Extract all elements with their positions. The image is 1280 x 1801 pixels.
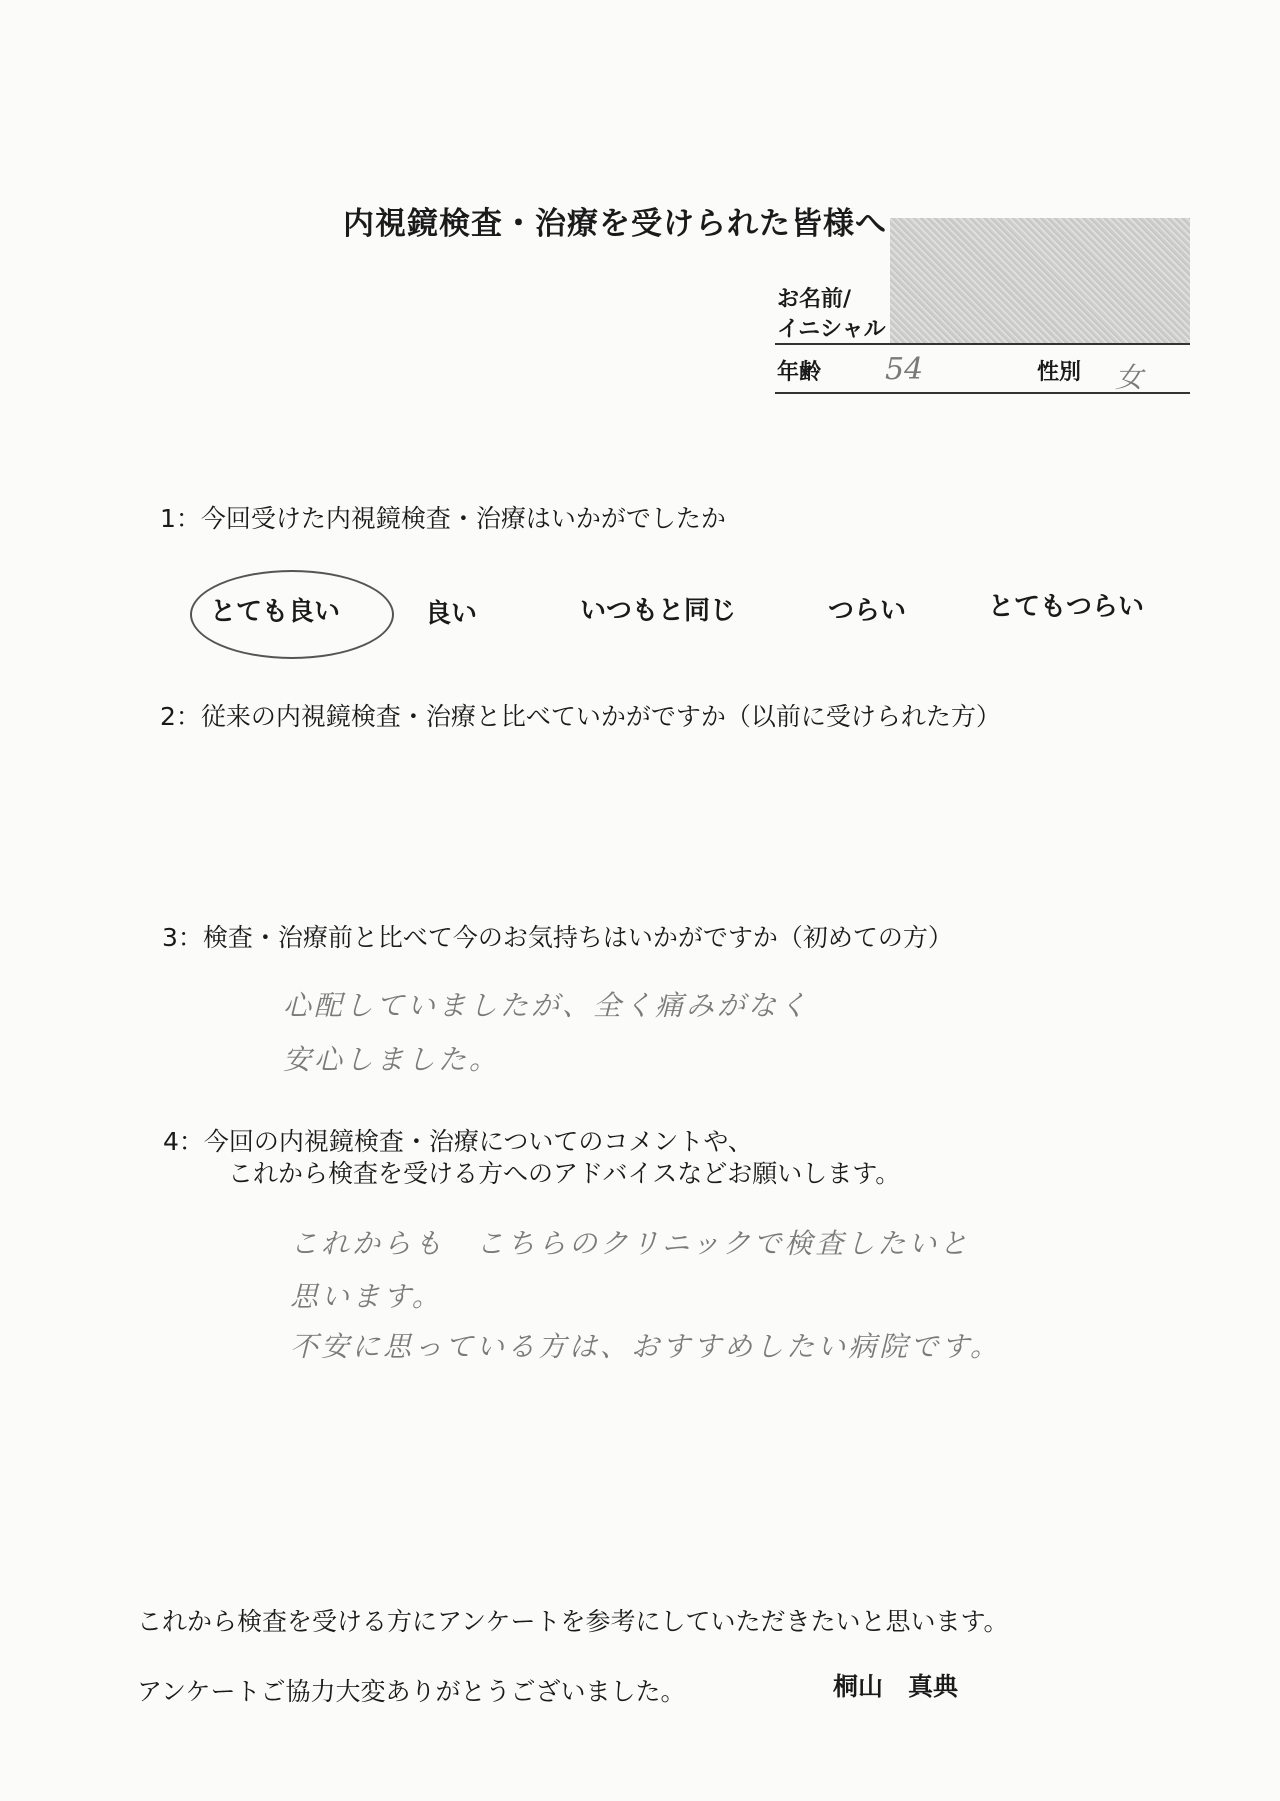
page-title: 内視鏡検査・治療を受けられた皆様へ	[343, 206, 887, 242]
footer-line-1: これから検査を受ける方にアンケートを参考にしていただきたいと思います。	[137, 1607, 1009, 1636]
question-2-text: 従来の内視鏡検査・治療と比べていかがですか（以前に受けられた方）	[200, 702, 1001, 731]
option-very-good: とても良い	[210, 597, 341, 627]
answer-3-line-1: 心配していましたが、全く痛みがなく	[283, 989, 811, 1022]
option-painful: つらい	[828, 596, 907, 626]
question-3-text: 検査・治療前と比べて今のお気持ちはいかがですか（初めての方）	[202, 923, 953, 952]
question-4	[163, 1122, 753, 1158]
name-label-line1: お名前/	[777, 287, 852, 312]
sex-value: 女	[1115, 361, 1144, 394]
name-label-line2: イニシャル	[777, 317, 886, 342]
question-2	[160, 697, 1001, 733]
footer-line-2: アンケートご協力大変ありがとうございました。	[137, 1677, 686, 1706]
answer-4-line-2: 思います。	[290, 1280, 443, 1313]
question-1	[160, 499, 726, 535]
age-label: 年齢	[777, 360, 822, 385]
redacted-name-block	[890, 218, 1190, 343]
question-3-number: 3：	[162, 923, 203, 952]
sex-label: 性別	[1037, 360, 1082, 385]
question-3	[162, 918, 953, 954]
question-2-number: 2：	[160, 702, 201, 731]
option-very-painful: とてもつらい	[988, 592, 1145, 622]
option-same-as-usual: いつもと同じ	[580, 596, 737, 626]
name-underline	[775, 343, 1190, 345]
answer-3-line-2: 安心しました。	[283, 1043, 501, 1076]
option-good: 良い	[425, 599, 478, 629]
age-underline	[775, 392, 1190, 394]
answer-4-line-3: 不安に思っている方は、おすすめしたい病院です。	[290, 1330, 1002, 1363]
question-4-number: 4：	[163, 1127, 204, 1156]
question-1-text: 今回受けた内視鏡検査・治療はいかがでしたか	[200, 504, 726, 533]
answer-4-line-1: これからも こちらのクリニックで検査したいと	[290, 1227, 971, 1260]
signature: 桐山 真典	[833, 1672, 959, 1701]
question-4-text: 今回の内視鏡検査・治療についてのコメントや、	[203, 1127, 753, 1156]
question-1-number: 1：	[160, 504, 201, 533]
question-4-line-2: これから検査を受ける方へのアドバイスなどお願いします。	[228, 1159, 901, 1188]
age-value: 54	[885, 352, 924, 387]
